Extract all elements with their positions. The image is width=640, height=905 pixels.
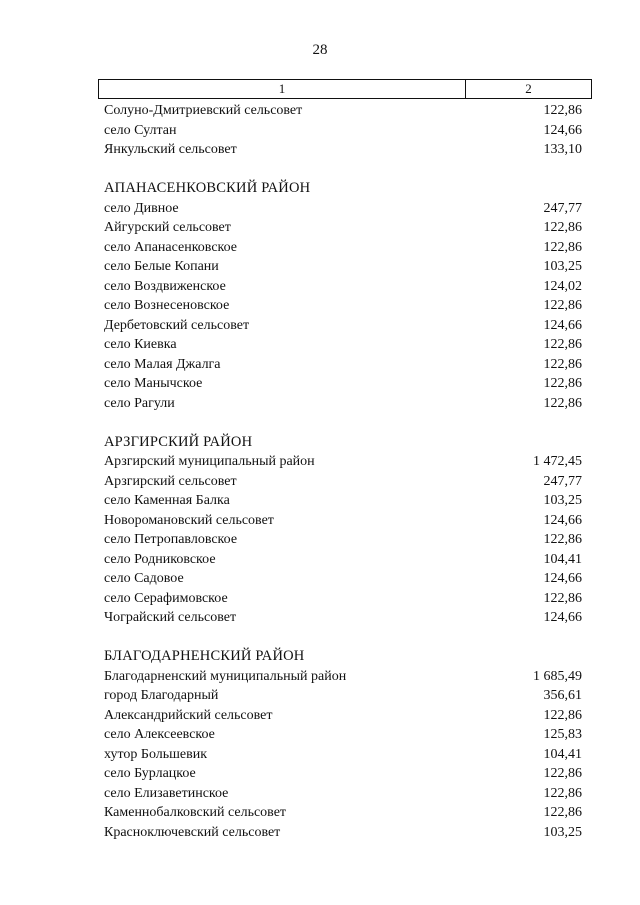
settlement-value: 124,66 bbox=[543, 122, 582, 138]
table-row bbox=[104, 394, 582, 414]
district-heading: АРЗГИРСКИЙ РАЙОН bbox=[104, 433, 253, 450]
table-row bbox=[104, 101, 582, 121]
settlement-value: 122,86 bbox=[543, 103, 582, 118]
section-spacer bbox=[104, 160, 582, 180]
settlement-name: село Малая Джалга bbox=[104, 356, 221, 372]
settlement-value: 122,86 bbox=[543, 356, 582, 372]
settlement-value: 103,25 bbox=[543, 824, 582, 840]
table-row bbox=[104, 374, 582, 394]
table-row bbox=[104, 472, 582, 492]
table-row bbox=[104, 706, 582, 726]
table-row bbox=[104, 491, 582, 511]
settlement-name: город Благодарный bbox=[104, 688, 219, 703]
settlement-value: 124,66 bbox=[543, 610, 582, 625]
table-row bbox=[104, 784, 582, 804]
settlement-value: 247,77 bbox=[543, 200, 582, 216]
settlement-name: село Родниковское bbox=[104, 551, 216, 567]
settlement-name: село Манычское bbox=[104, 376, 203, 391]
table-row bbox=[104, 667, 582, 687]
settlement-name: село Серафимовское bbox=[104, 590, 228, 606]
settlement-name: Каменнобалковский сельсовет bbox=[104, 805, 287, 820]
settlement-value: 124,02 bbox=[543, 278, 582, 294]
settlement-name: село Садовое bbox=[104, 571, 184, 586]
settlement-value: 122,86 bbox=[543, 590, 582, 606]
table-body bbox=[104, 101, 582, 842]
settlement-name: село Бурлацкое bbox=[104, 766, 196, 781]
settlement-value: 356,61 bbox=[543, 688, 582, 703]
settlement-value: 247,77 bbox=[543, 473, 582, 489]
settlement-value: 1 685,49 bbox=[533, 668, 582, 684]
table-row bbox=[104, 725, 582, 745]
settlement-name: село Елизаветинское bbox=[104, 785, 229, 801]
settlement-name: село Петропавловское bbox=[104, 532, 238, 547]
table-row bbox=[104, 238, 582, 258]
settlement-name: село Султан bbox=[104, 122, 177, 138]
table-header bbox=[98, 79, 592, 99]
settlement-value: 122,86 bbox=[543, 376, 582, 391]
table-row bbox=[104, 452, 582, 472]
settlement-name: село Дивное bbox=[104, 200, 179, 216]
settlement-name: Чограйский сельсовет bbox=[104, 610, 237, 625]
settlement-name: село Алексеевское bbox=[104, 727, 215, 742]
table-row bbox=[104, 569, 582, 589]
settlement-name: Александрийский сельсовет bbox=[104, 707, 273, 723]
settlement-value: 1 472,45 bbox=[533, 454, 582, 469]
settlement-value: 122,86 bbox=[543, 220, 582, 235]
settlement-name: Арзгирский сельсовет bbox=[104, 473, 237, 489]
settlement-name: село Каменная Балка bbox=[104, 493, 230, 508]
settlement-value: 122,86 bbox=[543, 395, 582, 411]
table-row bbox=[104, 686, 582, 706]
page-number: 28 bbox=[312, 42, 328, 58]
table-row bbox=[104, 530, 582, 550]
settlement-value: 122,86 bbox=[543, 785, 582, 801]
table-row bbox=[104, 316, 582, 336]
settlement-value: 124,66 bbox=[543, 512, 582, 528]
settlement-value: 122,86 bbox=[543, 766, 582, 781]
column-header-2: 2 bbox=[525, 81, 532, 96]
settlement-value: 104,41 bbox=[543, 746, 582, 762]
table-row bbox=[104, 511, 582, 531]
settlement-name: село Вознесеновское bbox=[104, 298, 230, 313]
table-row bbox=[104, 140, 582, 160]
settlement-name: село Воздвиженское bbox=[104, 278, 226, 294]
settlement-name: село Рагули bbox=[104, 395, 175, 411]
settlement-value: 103,25 bbox=[543, 259, 582, 274]
settlement-name: Арзгирский муниципальный район bbox=[104, 454, 315, 469]
district-heading: АПАНАСЕНКОВСКИЙ РАЙОН bbox=[104, 180, 311, 196]
table-row bbox=[104, 218, 582, 238]
settlement-value: 124,66 bbox=[543, 317, 582, 333]
settlement-value: 125,83 bbox=[543, 727, 582, 742]
settlement-name: хутор Большевик bbox=[104, 746, 208, 762]
table-row bbox=[104, 355, 582, 375]
settlement-name: Янкульский сельсовет bbox=[104, 142, 237, 157]
table-row bbox=[104, 121, 582, 141]
settlement-value: 133,10 bbox=[543, 142, 582, 157]
table-row bbox=[104, 803, 582, 823]
table-row bbox=[104, 335, 582, 355]
settlement-value: 122,86 bbox=[543, 707, 582, 723]
section-spacer bbox=[104, 628, 582, 648]
table-row bbox=[104, 296, 582, 316]
settlement-name: село Апанасенковское bbox=[104, 239, 238, 255]
table-row bbox=[104, 823, 582, 843]
settlement-value: 122,86 bbox=[543, 532, 582, 547]
table-row bbox=[104, 608, 582, 628]
settlement-name: Благодарненский муниципальный район bbox=[104, 668, 347, 684]
settlement-value: 104,41 bbox=[543, 551, 582, 567]
settlement-name: село Киевка bbox=[104, 337, 177, 352]
settlement-name: село Белые Копани bbox=[104, 259, 219, 274]
settlement-value: 103,25 bbox=[543, 493, 582, 508]
table-row bbox=[104, 589, 582, 609]
settlement-value: 122,86 bbox=[543, 337, 582, 352]
table-row bbox=[104, 257, 582, 277]
settlement-value: 122,86 bbox=[543, 239, 582, 255]
column-header-1: 1 bbox=[99, 80, 466, 98]
settlement-name: Солуно-Дмитриевский сельсовет bbox=[104, 103, 303, 118]
settlement-name: Красноключевский сельсовет bbox=[104, 824, 281, 840]
table-row bbox=[104, 199, 582, 219]
settlement-name: Дербетовский сельсовет bbox=[104, 317, 250, 333]
settlement-name: Айгурский сельсовет bbox=[104, 220, 231, 235]
settlement-value: 122,86 bbox=[543, 805, 582, 820]
settlement-value: 124,66 bbox=[543, 571, 582, 586]
district-heading: БЛАГОДАРНЕНСКИЙ РАЙОН bbox=[104, 648, 305, 664]
table-row bbox=[104, 745, 582, 765]
table-row bbox=[104, 277, 582, 297]
section-spacer bbox=[104, 413, 582, 433]
table-row bbox=[104, 764, 582, 784]
table-row bbox=[104, 550, 582, 570]
settlement-value: 122,86 bbox=[543, 298, 582, 313]
settlement-name: Новоромановский сельсовет bbox=[104, 512, 274, 528]
